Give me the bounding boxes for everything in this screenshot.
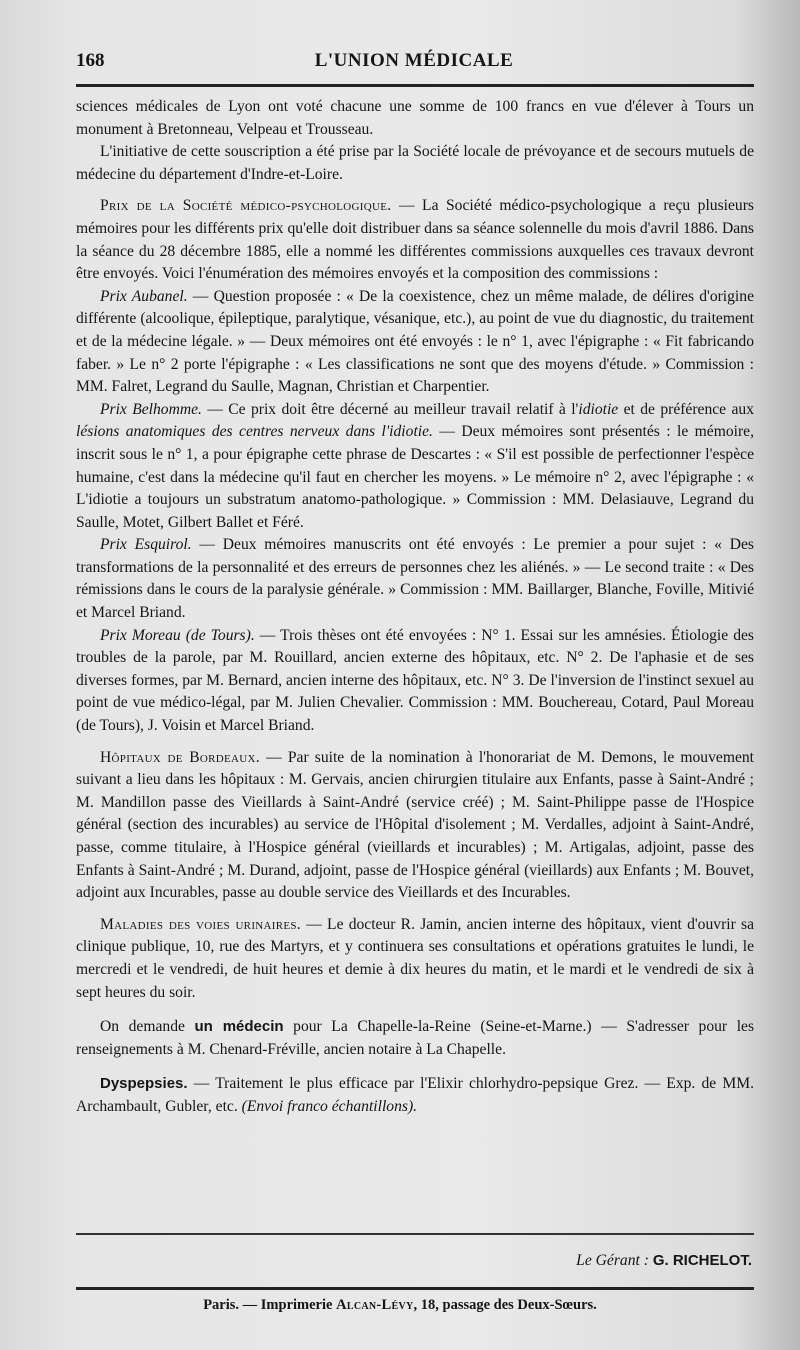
bold-text: Dyspepsies. [100,1075,188,1093]
paragraph-text: — Traitement le plus efficace par l'Elixir chlorhydro-pepsique Grez. — Exp. de MM. Archambault, Gubler, etc. [76,1075,754,1115]
footer-rule [76,1233,754,1235]
paragraph-text: — Deux mémoires manuscrits ont été envoyés : Le premier a pour sujet : « Des transformations de la personnalité et des erreurs de personnes chez les aliénés. » — Le second traite : « Des rémissions dans le cours de la paralysie générale. » Commission : MM. Baillarger, Blanche, Foville, Mitivié et Marcel Briand. [76,536,754,622]
paragraph-hopitaux-bordeaux [76,747,754,905]
page-number: 168 [76,50,105,71]
printer-text: , 18, passage des Deux-Sœurs. [413,1297,597,1313]
paragraph-text: — Trois thèses ont été envoyées : N° 1. Essai sur les amnésies. Étiologie des troubles de la parole, par M. Rouillard, ancien externe des hôpitaux, etc. N° 2. De l'aphasie et de ses diverses formes, par M. Bernard, ancien interne des hôpitaux, etc. N° 3. De l'inversion de l'instinct sexuel au point de vue médico-légal, par M. Julien Chevalier. Commission : MM. Bouchereau, Cotard, Paul Moreau (de Tours), J. Voisin et Marcel Briand. [76,626,754,735]
section-heading: Prix de la Société médico-psychologique. [100,197,392,215]
prize-name: Prix Moreau (de Tours). [100,626,255,644]
prize-name: Prix Aubanel. [100,287,188,305]
prize-name: Prix Belhomme. [100,400,202,418]
header-rule [76,84,754,87]
section-heading: Maladies des voies urinaires. [100,915,302,933]
emphasis-text: lésions anatomiques des centres nerveux dans l'idiotie. [76,423,433,441]
paragraph-maladies-urinaires [76,914,754,1004]
prize-name: Prix Esquirol. [100,536,192,554]
emphasis-text: idiotie [578,400,619,418]
paragraph-on-demande [76,1016,754,1061]
paragraph-text: — Deux mémoires sont présentés : le mémoire, inscrit sous le n° 1, a pour épigraphe cette phrase de Descartes : « S'il est possible de perfectionner l'espèce humaine, c'est dans la médecine qu'il faut en chercher les moyens. » Le mémoire n° 2, avec l'épigraphe : « L'idiotie a toujours un substratum anatomo-pathologique. » Commission : MM. Delasiauve, Legrand du Saulle, Motet, Gilbert Ballet et Féré. [76,423,754,531]
paragraph-prix-aubanel [76,286,754,399]
paragraph-souscription: sciences médicales de Lyon ont voté chacune une somme de 100 francs en vue d'élever à Tours un monument à Bretonneau, Velpeau et Trousseau. [76,98,754,138]
paragraph-prix-moreau [76,625,754,738]
emphasis-text: (Envoi franco échantillons). [241,1097,418,1115]
printer-imprint [0,1297,800,1314]
paragraph-text: pour La Chapelle-la-Reine (Seine-et-Marne.) — S'adresser pour les renseignements à M. Chenard-Fréville, ancien notaire à La Chapelle. [76,1018,755,1058]
paragraph-dyspepsies [76,1073,754,1118]
paragraph-text: et de préférence aux [618,400,754,418]
bold-text: un médecin [194,1018,284,1036]
printer-name: Alcan-Lévy [336,1297,414,1313]
paragraph-text: — La Société médico-psychologique a reçu plusieurs mémoires pour les différents prix qu'elle doit distribuer dans sa séance solennelle du mois d'avril 1886. Dans la séance du 28 décembre 1885, elle a nommé les différentes commissions auxquelles ces travaux devront être envoyés. Voici l'énumération des mémoires envoyés et la composition des commissions : [76,197,754,283]
paragraph-prix-esquirol [76,534,754,624]
printer-text: Paris. — Imprimerie [203,1297,337,1313]
gerant-name: G. RICHELOT. [652,1252,752,1269]
page-body [76,96,754,1119]
paragraph-initiative: L'initiative de cette souscription a été prise par la Société locale de prévoyance et de secours mutuels de médecine du département d'Indre-et-Loire. [76,143,754,183]
paragraph-text: — Question proposée : « De la coexistence, chez un même malade, de délires d'origine différente (alcoolique, épileptique, paralytique, vésanique, etc.), au point de vue du diagnostic, du traitement et de la médecine légale. » — Deux mémoires ont été envoyés : le n° 1, avec l'épigraphe : « Fit fabricando faber. » Le n° 2 porte l'épigraphe : « Les classifications ne sont que des moyens d'étude. » Commission : MM. Falret, Legrand du Saulle, Magnan, Christian et Charpentier. [76,287,754,396]
paragraph-prix-societe [76,195,754,285]
paragraph-prix-belhomme [76,399,754,535]
paragraph-text: — Le docteur R. Jamin, ancien interne des hôpitaux, vient d'ouvrir sa clinique publique, 10, rue des Martyrs, et y continuera ses consultations et opérations gratuites le lundi, le mercredi et le vendredi, de huit heures et demie à dix heures du matin, et le mardi et le vendredi de six à sept heures du soir. [76,915,755,1001]
footer-rule-bottom [76,1287,754,1290]
page-header [76,50,752,74]
running-title: L'UNION MÉDICALE [314,50,514,71]
paragraph-text: On demande [100,1018,195,1036]
section-heading: Hôpitaux de Bordeaux. [100,748,260,766]
paragraph-text: — Ce prix doit être décerné au meilleur travail relatif à l' [201,400,579,418]
gerant-label: Le Gérant : [576,1252,653,1269]
paragraph-text: — Par suite de la nomination à l'honorariat de M. Demons, le mouvement suivant a lieu dans les hôpitaux : M. Gervais, ancien chirurgien titulaire aux Enfants, passe à Saint-André ; M. Mandillon passe des Vieillards à Saint-André (service créé) ; M. Saint-Philippe passe de l'Hospice général (section des incurables) au service de l'Hôpital d'isolement ; M. Verdalles, adjoint à Saint-André, passe, comme titulaire, à l'Hospice général (vieillards et incurables) ; M. Artigalas, adjoint, passe des Enfants à Saint-André ; M. Durand, adjoint, passe de l'Hospice général (vieillards) aux Enfants ; M. Bouvet, adjoint aux Incurables, passe au double service des Vieillards et des Incurables. [76,748,755,902]
gerant-signature [576,1252,752,1270]
